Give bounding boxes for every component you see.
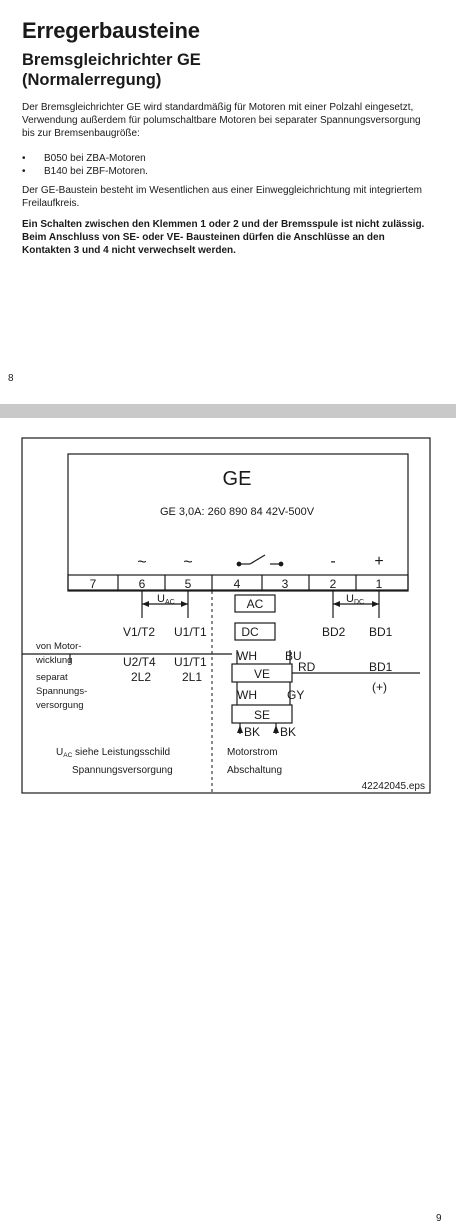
label-2l2: 2L2: [131, 670, 152, 684]
label-wh-1: WH: [237, 649, 257, 663]
label-u2t4: U2/T4: [123, 655, 156, 669]
manual-page-8: [0, 0, 456, 400]
note-von-motor-2: wicklung: [36, 655, 73, 666]
terminal-1: 1: [375, 577, 383, 591]
wiring-diagram: [0, 418, 456, 820]
label-bd2: BD2: [322, 625, 346, 639]
label-se: SE: [253, 708, 271, 722]
intro-paragraph: Der Bremsgleichrichter GE wird standardmäßig für Motoren mit einer Polzahl eingesetzt, Verwendung außerdem für polumschaltbare Motoren bei separater Spannungsversorgung bis zur Bremsenbaugröße:: [22, 102, 421, 139]
description-paragraph: Der GE-Baustein besteht im Wesentlichen aus einer Einweggleichrichtung mit integriertem Freilaufkreis.: [22, 185, 423, 209]
bullet-text: B050 bei ZBA-Motoren: [44, 153, 146, 164]
terminal-5: 5: [184, 577, 192, 591]
page-number: 8: [8, 373, 14, 384]
dc-label: DC: [241, 625, 259, 639]
note-separat-1: separat: [36, 672, 68, 683]
label-wh-2: WH: [237, 688, 257, 702]
section-heading-line1: Bremsgleichrichter GE: [22, 51, 201, 69]
label-gy: GY: [287, 688, 305, 702]
label-bk-1: BK: [244, 725, 261, 739]
label-2l1: 2L1: [182, 670, 203, 684]
label-rd: RD: [298, 660, 316, 674]
module-name: GE: [222, 468, 252, 490]
u-ac-label: UAC: [157, 593, 175, 606]
note-spannungsversorgung: Spannungsversorgung: [72, 765, 173, 776]
page-title: Erregerbausteine: [22, 18, 200, 43]
tilde-symbol-2: ~: [183, 554, 193, 571]
label-ve: VE: [253, 667, 271, 681]
bullet-icon: •: [22, 166, 26, 177]
section-heading-line2: (Normalerregung): [22, 71, 162, 89]
tilde-symbol-1: ~: [137, 554, 147, 571]
module-spec: GE 3,0A: 260 890 84 42V-500V: [159, 506, 315, 518]
label-plus-paren: (+): [372, 680, 387, 694]
file-reference: 42242045.eps: [361, 781, 425, 792]
terminal-6: 6: [138, 577, 146, 591]
warning-paragraph: [22, 218, 432, 257]
terminal-3: 3: [281, 577, 289, 591]
manual-page-9: [0, 418, 456, 1224]
terminal-4: 4: [233, 577, 241, 591]
ac-label: AC: [246, 597, 264, 611]
section-heading: [22, 50, 422, 90]
page-number: 9: [436, 1213, 442, 1224]
bullet-icon: •: [22, 153, 26, 164]
diagram-frame: [22, 438, 430, 793]
label-bk-2: BK: [280, 725, 297, 739]
note-uac-leistungsschild: $U_{AC}$ siehe Leistungsschild: [56, 747, 171, 759]
bullet-text: B140 bei ZBF-Motoren.: [44, 166, 148, 177]
label-u1t1-b: U1/T1: [174, 655, 207, 669]
note-von-motor-1: von Motor-: [36, 641, 82, 652]
terminal-2: 2: [329, 577, 337, 591]
label-bu: BU: [285, 649, 302, 663]
label-bd1: BD1: [369, 625, 393, 639]
note-separat-3: versorgung: [36, 700, 84, 711]
warning-line-2: Beim Anschluss von SE- oder VE- Bausteinen dürfen die Anschlüsse an den Kontakten 3 und 4 nicht verwechselt werden.: [22, 232, 385, 256]
page-separator: [0, 404, 456, 418]
note-abschaltung: Abschaltung: [227, 765, 283, 776]
terminal-7: 7: [89, 577, 97, 591]
u-dc-label: UDC: [346, 593, 365, 606]
label-bd1-b: BD1: [369, 660, 393, 674]
warning-line-1: Ein Schalten zwischen den Klemmen 1 oder 2 und der Bremsspule ist nicht zulässig.: [22, 219, 425, 230]
label-v1t2: V1/T2: [123, 625, 156, 639]
plus-symbol: +: [374, 553, 384, 570]
minus-symbol: -: [330, 553, 336, 570]
label-u1t1: U1/T1: [174, 625, 207, 639]
note-separat-2: Spannungs-: [36, 686, 88, 697]
note-motorstrom: Motorstrom: [227, 747, 278, 758]
